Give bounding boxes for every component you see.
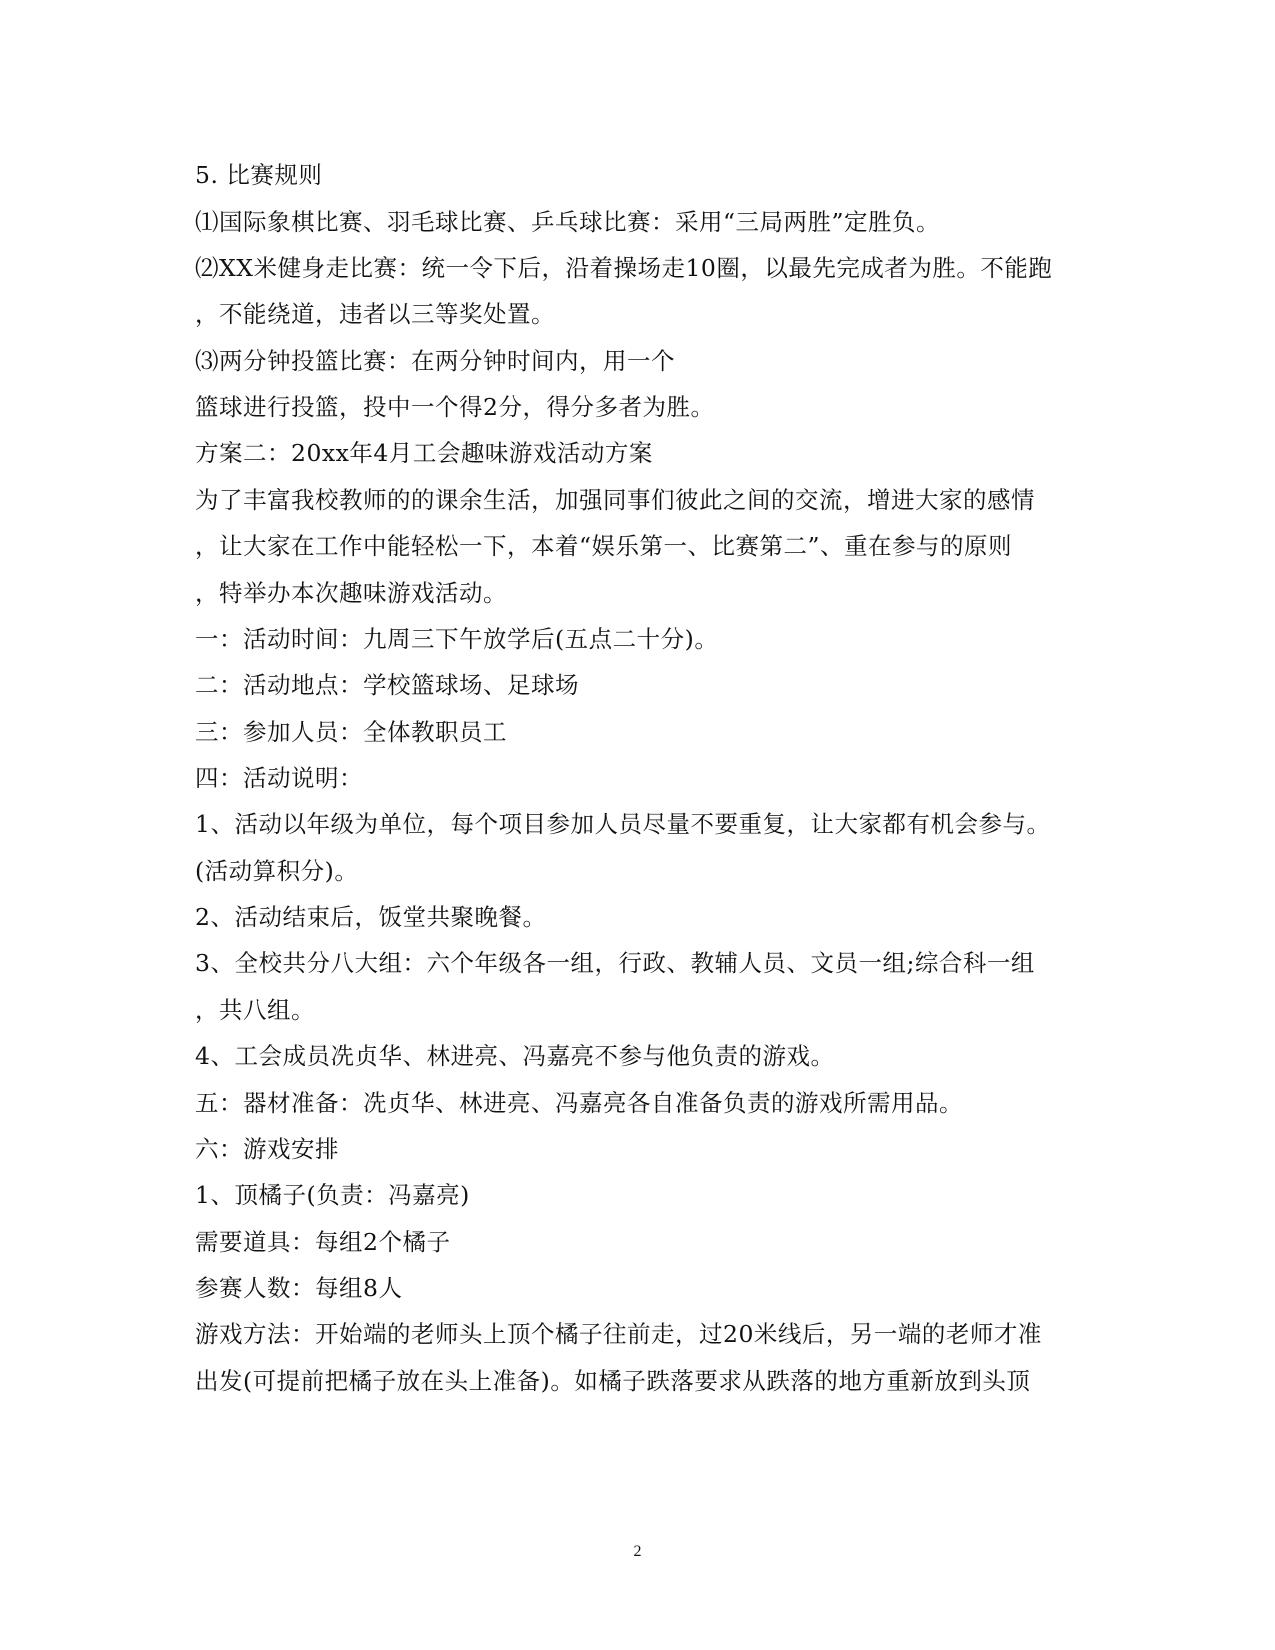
rule-walk-race-continued: ，不能绕道，违者以三等奖处置。 <box>195 300 555 328</box>
activity-time: 一：活动时间：九周三下午放学后(五点二十分)。 <box>195 625 719 653</box>
page-number: 2 <box>633 1543 642 1560</box>
rule-walk-race: ⑵XX米健身走比赛：统一令下后，沿着操场走10圈，以最先完成者为胜。不能跑 <box>195 254 1053 282</box>
rule-chess-badminton-pingpong: ⑴国际象棋比赛、羽毛球比赛、乒乓球比赛：采用“三局两胜”定胜负。 <box>195 208 941 236</box>
activity-location: 二：活动地点：学校篮球场、足球场 <box>195 671 579 699</box>
participants: 三：参加人员：全体教职员工 <box>195 718 507 746</box>
note-4: 4、工会成员冼贞华、林进亮、冯嘉亮不参与他负责的游戏。 <box>195 1042 835 1070</box>
game-1-method-line-2: 出发(可提前把橘子放在头上准备)。如橘子跌落要求从跌落的地方重新放到头顶 <box>195 1367 1031 1395</box>
note-3-continued: ，共八组。 <box>195 996 315 1024</box>
rule-basketball-continued: 篮球进行投篮，投中一个得2分，得分多者为胜。 <box>195 393 715 421</box>
game-1-title: 1、顶橘子(负责：冯嘉亮) <box>195 1181 470 1209</box>
note-1-continued: (活动算积分)。 <box>195 857 359 885</box>
intro-paragraph-line-1: 为了丰富我校教师的的课余生活，加强同事们彼此之间的交流，增进大家的感情 <box>195 486 1035 514</box>
note-3: 3、全校共分八大组：六个年级各一组，行政、教辅人员、文员一组;综合科一组 <box>195 949 1035 977</box>
rules-heading: 5. 比赛规则 <box>195 161 323 189</box>
game-1-participants: 参赛人数：每组8人 <box>195 1274 403 1302</box>
equipment-preparation: 五：器材准备：冼贞华、林进亮、冯嘉亮各自准备负责的游戏所需用品。 <box>195 1089 963 1117</box>
rule-basketball: ⑶两分钟投篮比赛：在两分钟时间内，用一个 <box>195 347 675 375</box>
activity-notes-heading: 四：活动说明： <box>195 764 363 792</box>
intro-paragraph-line-3: ，特举办本次趣味游戏活动。 <box>195 579 507 607</box>
game-arrangement-heading: 六：游戏安排 <box>195 1135 339 1163</box>
plan-two-title: 方案二：20xx年4月工会趣味游戏活动方案 <box>195 439 653 467</box>
intro-paragraph-line-2: ，让大家在工作中能轻松一下，本着“娱乐第一、比赛第二”、重在参与的原则 <box>195 532 1013 560</box>
game-1-method-line-1: 游戏方法：开始端的老师头上顶个橘子往前走，过20米线后，另一端的老师才准 <box>195 1320 1042 1348</box>
game-1-props: 需要道具：每组2个橘子 <box>195 1228 451 1256</box>
note-2: 2、活动结束后，饭堂共聚晚餐。 <box>195 903 547 931</box>
note-1: 1、活动以年级为单位，每个项目参加人员尽量不要重复，让大家都有机会参与。 <box>195 810 1051 838</box>
